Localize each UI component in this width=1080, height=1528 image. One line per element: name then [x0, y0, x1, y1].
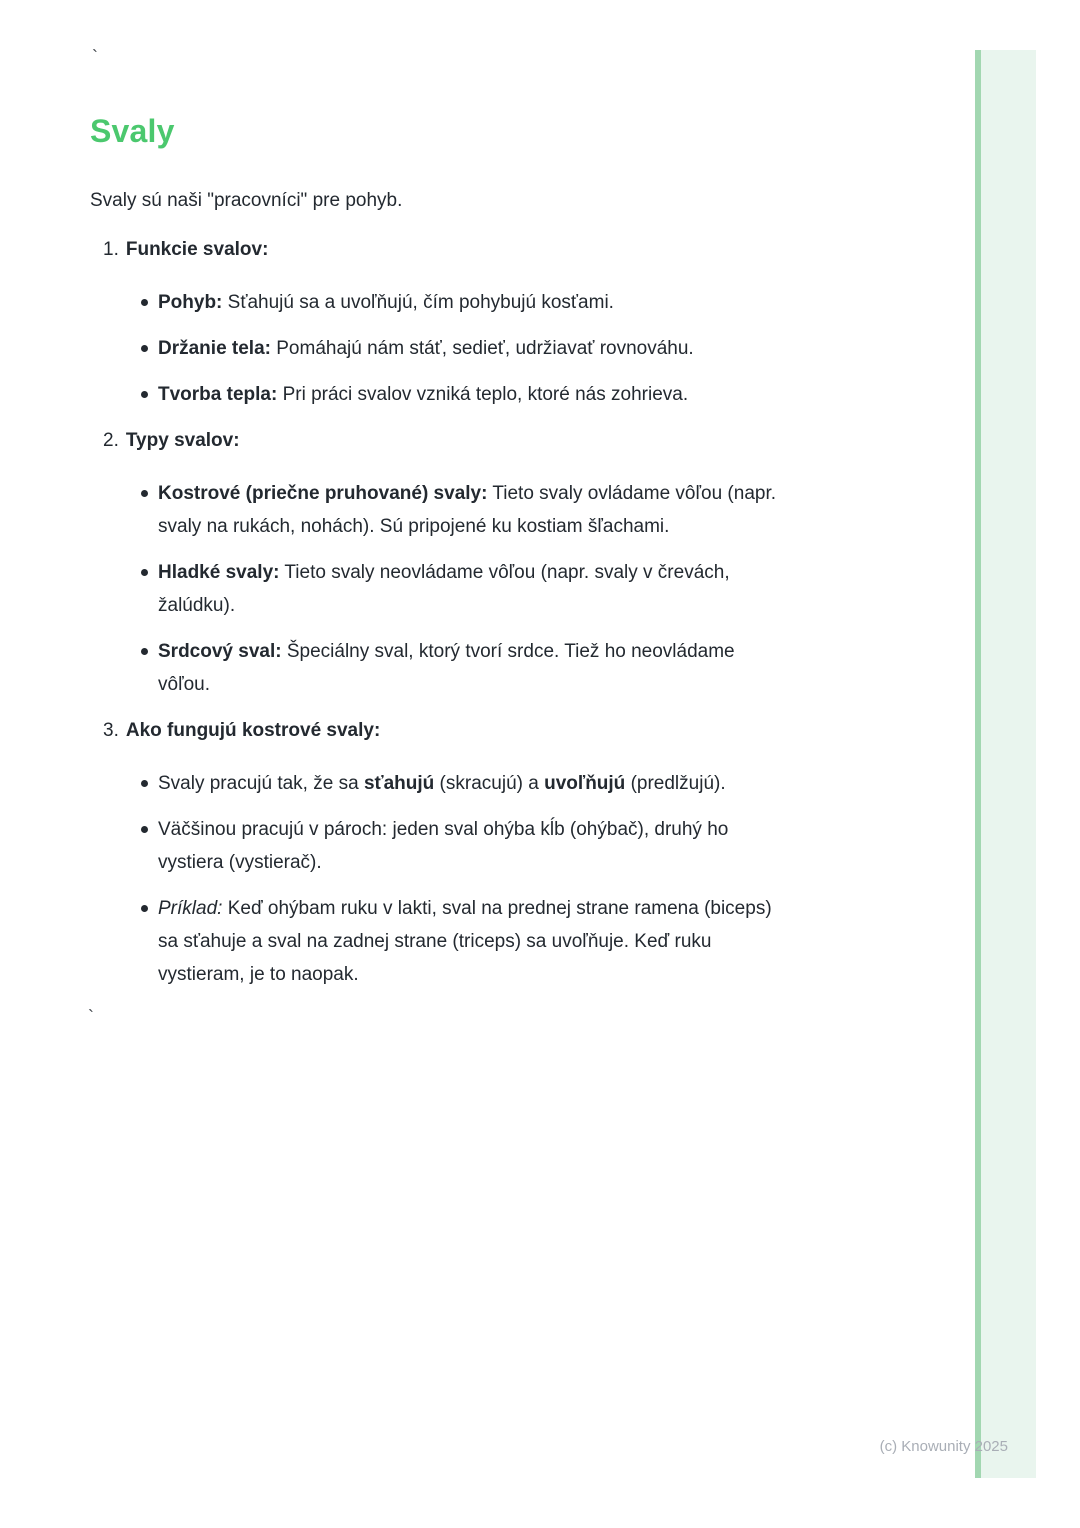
bullet-dot-icon — [141, 905, 148, 912]
side-decoration-bar — [975, 50, 1036, 1478]
section-number: 3. — [103, 720, 119, 741]
bullet-dot-icon — [141, 780, 148, 787]
bullet-text: Hladké svaly: Tieto svaly neovládame vôľou (napr. svaly v črevách, žalúdku). — [158, 562, 730, 616]
bullet-text: Pohyb: Sťahujú sa a uvoľňujú, čím pohybujú kosťami. — [158, 292, 614, 313]
bullet-item — [140, 892, 783, 991]
stray-backtick-bottom: ` — [88, 1007, 94, 1027]
section-number: 2. — [103, 430, 119, 451]
bullet-item — [140, 556, 783, 622]
bullet-dot-icon — [141, 569, 148, 576]
bullet-text: Príklad: Keď ohýbam ruku v lakti, sval na prednej strane ramena (biceps) sa sťahuje a sval na zadnej strane (triceps) sa uvoľňuje. Keď ruku vystieram, je to naopak. — [158, 898, 772, 985]
bullet-list — [90, 767, 795, 991]
stray-backtick-top: ` — [92, 47, 98, 67]
bullet-text: Tvorba tepla: Pri práci svalov vzniká teplo, ktoré nás zohrieva. — [158, 384, 689, 405]
bullet-dot-icon — [141, 391, 148, 398]
bullet-item — [140, 767, 783, 800]
section-heading-row — [90, 233, 795, 266]
bullet-dot-icon — [141, 345, 148, 352]
bullet-item — [140, 635, 783, 701]
bullet-dot-icon — [141, 826, 148, 833]
document-content — [90, 112, 795, 1004]
bullet-item — [140, 813, 783, 879]
bullet-text: Svaly pracujú tak, že sa sťahujú (skracujú) a uvoľňujú (predlžujú). — [158, 773, 726, 794]
section-heading: Ako fungujú kostrové svaly: — [125, 720, 381, 741]
intro-paragraph: Svaly sú naši "pracovníci" pre pohyb. — [90, 190, 403, 211]
bullet-list — [90, 477, 795, 701]
bullet-text: Srdcový sval: Špeciálny sval, ktorý tvorí srdce. Tiež ho neovládame vôľou. — [158, 641, 735, 695]
bullet-item — [140, 286, 783, 319]
bullet-dot-icon — [141, 490, 148, 497]
bullet-text: Väčšinou pracujú v pároch: jeden sval ohýba kĺb (ohýbač), druhý ho vystiera (vystierač). — [158, 819, 729, 873]
section-heading: Funkcie svalov: — [125, 239, 269, 260]
bullet-item — [140, 477, 783, 543]
bullet-dot-icon — [141, 299, 148, 306]
bullet-text: Kostrové (priečne pruhované) svaly: Tieto svaly ovládame vôľou (napr. svaly na rukách, nohách). Sú pripojené ku kostiam šľachami. — [158, 483, 777, 537]
bullet-dot-icon — [141, 648, 148, 655]
footer-credit: (c) Knowunity 2025 — [879, 1438, 1008, 1455]
section-heading-row — [90, 424, 795, 457]
section-list — [90, 233, 795, 991]
page-title: Svaly — [90, 113, 175, 149]
section-heading-row — [90, 714, 795, 747]
bullet-item — [140, 378, 783, 411]
bullet-text: Držanie tela: Pomáhajú nám stáť, sedieť, udržiavať rovnováhu. — [158, 338, 694, 359]
section-number: 1. — [103, 239, 119, 260]
bullet-list — [90, 286, 795, 411]
section-heading: Typy svalov: — [125, 430, 240, 451]
bullet-item — [140, 332, 783, 365]
